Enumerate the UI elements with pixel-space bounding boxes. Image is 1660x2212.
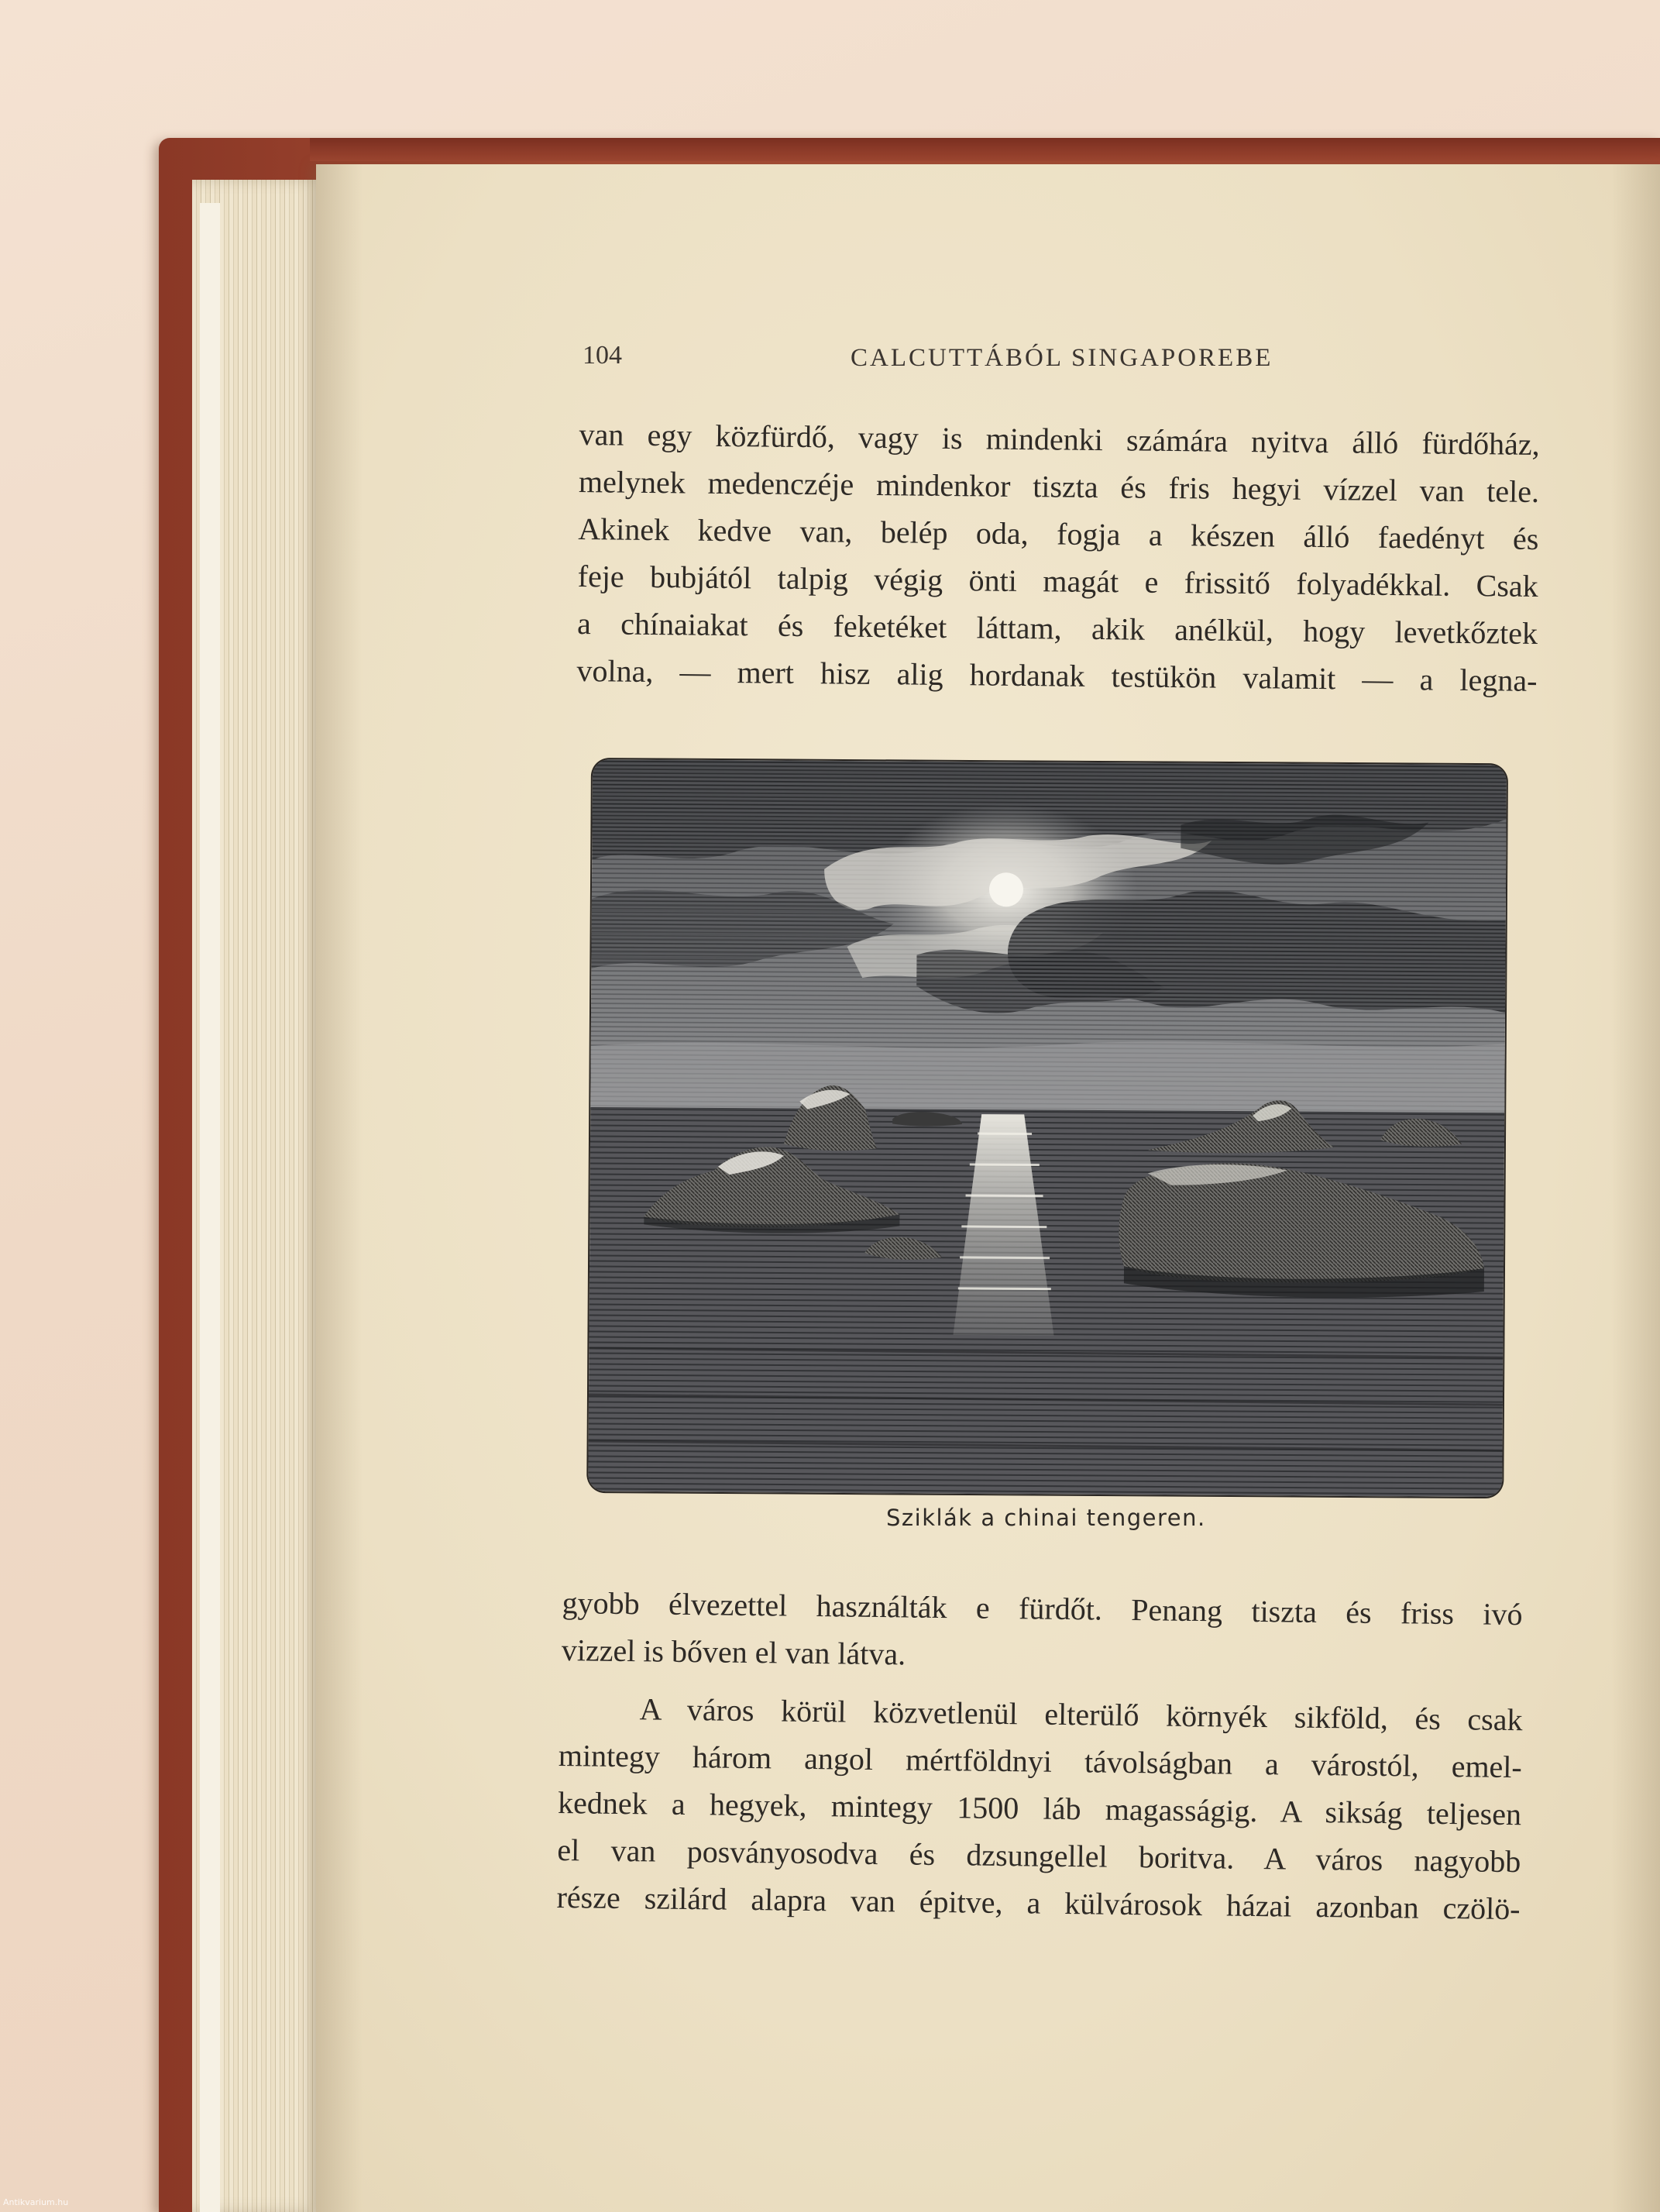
figure-caption: Sziklák a chinai tengeren. [886,1505,1206,1531]
text-line: vizzel is bőven el van látva. [561,1632,906,1672]
paragraph-3 [556,1684,1523,1932]
page-right-shadow [1611,164,1660,2212]
page-edge-flyleaf [200,203,220,2212]
text-line: Akinek kedve van, belép oda, fogja a készen álló faedényt és [578,511,1539,556]
paragraph-2 [562,1579,1523,1685]
paragraph-1 [576,411,1540,704]
text-line: van egy közfürdő, vagy is mindenki számára nyitva álló fürdőház, [579,416,1540,462]
text-line: gyobb élvezettel használták e fürdőt. Penang tiszta és friss ivó [562,1584,1523,1632]
running-title: CALCUTTÁBÓL SINGAPOREBE [851,344,1273,372]
text-line: a chínaiakat és feketéket láttam, akik anélkül, hogy levetkőztek [576,605,1538,651]
gutter-shadow [316,164,363,2212]
text-line: el van posványosodva és dzsungellel boritva. A város nagyobb [557,1832,1521,1880]
text-line: A város körül közvetlenül elterülő környék sikföld, és csak [639,1691,1523,1738]
text-line: volna, — mert hisz alig hordanak testükön valamit — a legna- [576,652,1538,698]
text-line: melynek medenczéje mindenkor tiszta és fris hegyi vízzel van tele. [578,463,1540,509]
engraving-illustration [588,759,1507,1497]
text-line: része szilárd alapra van épitve, a külvárosok házai azonban czölö- [556,1879,1521,1927]
book-cover-top-edge [310,138,1660,161]
moonlit-sea-engraving [588,759,1507,1497]
text-line: feje bubjától talpig végig önti magát e frissitő folyadékkal. Csak [577,558,1538,604]
watermark: Antikvarium.hu [3,2197,69,2207]
text-line: mintegy három angol mértföldnyi távolságban a várostól, emel- [558,1737,1523,1785]
text-line: kednek a hegyek, mintegy 1500 láb magasságig. A sikság teljesen [557,1784,1522,1832]
page-number: 104 [583,341,622,370]
